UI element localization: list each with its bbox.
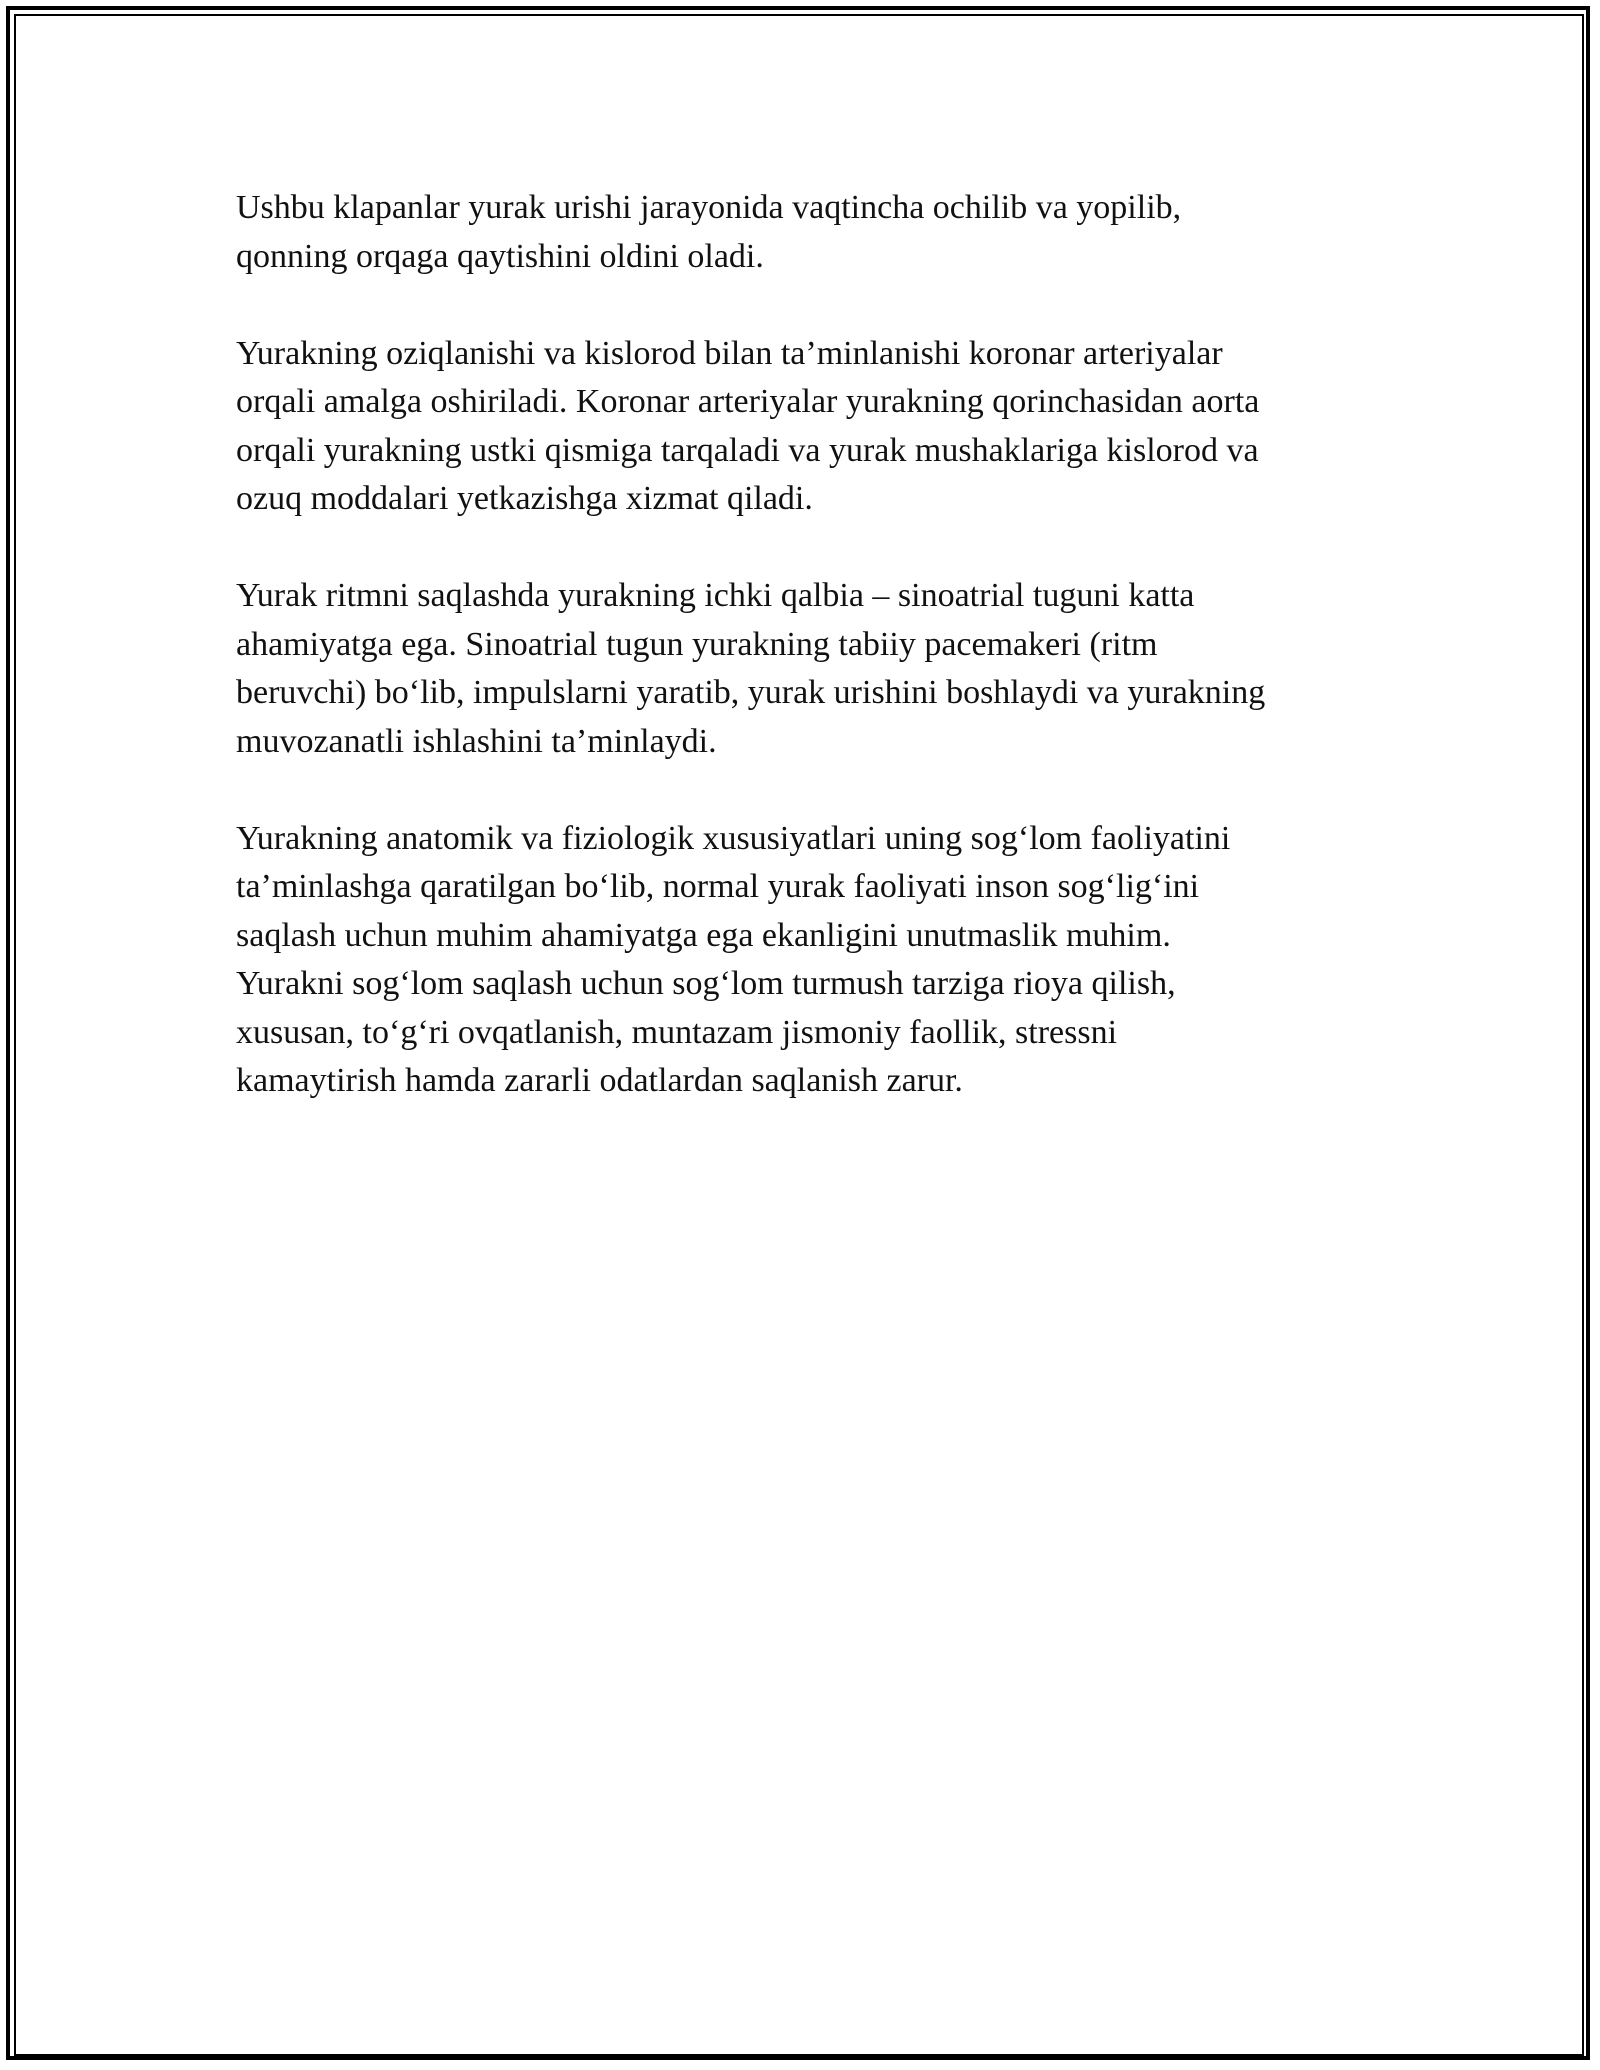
document-body [236,184,1366,1154]
paragraph-sinoatrial-node: Yurak ritmni saqlashda yurakning ichki qalbia – sinoatrial tuguni katta ahamiyatga ega. Sinoatrial tugun yurakning tabiiy pacemakeri (ritm beruvchi) bo‘lib, impulslarni yaratib, yurak urishini boshlaydi va yurakning muvozanatli ishlashini ta’minlaydi. [236,577,1266,760]
paragraph-coronary-arteries: Yurakning oziqlanishi va kislorod bilan ta’minlanishi koronar arteriyalar orqali amalga oshiriladi. Koronar arteriyalar yurakning qorinchasidan aorta orqali yurakning ustki qismiga tarqaladi va yurak mushaklariga kislorod va ozuq moddalari yetkazishga xizmat qiladi. [236,334,1260,517]
paragraph-heart-health: Yurakning anatomik va fiziologik xususiyatlari uning sog‘lom faoliyatini ta’minlashga qaratilgan bo‘lib, normal yurak faoliyati inson sog‘lig‘ini saqlash uchun muhim ahamiyatga ega ekanligini unutmaslik muhim. Yurakni sog‘lom saqlash uchun sog‘lom turmush tarziga rioya qilish, xususan, to‘g‘ri ovqatlanish, muntazam jismoniy faollik, stressni kamaytirish hamda zararli odatlardan saqlanish zarur. [236,819,1231,1099]
paragraph-heart-valves: Ushbu klapanlar yurak urishi jarayonida vaqtincha ochilib va yopilib, qonning orqaga qaytishini oldini oladi. [236,189,1182,275]
